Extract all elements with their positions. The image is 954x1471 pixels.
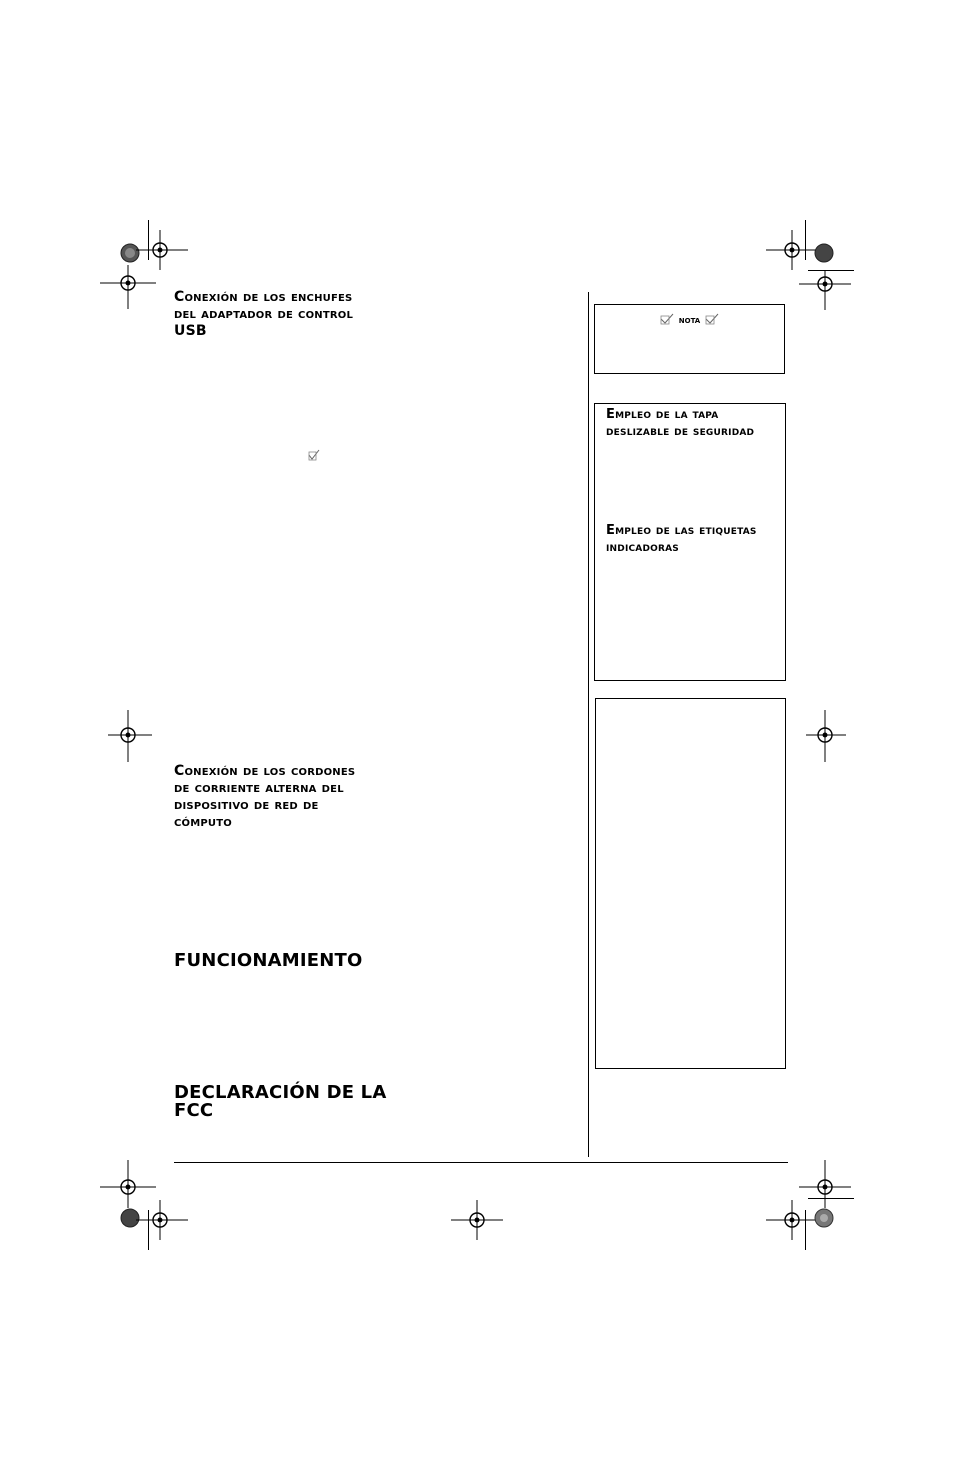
heading-line: USB: [174, 323, 207, 339]
info-box-security-labels: [594, 403, 786, 681]
heading-line: del adaptador de control: [174, 306, 354, 322]
heading-line: Empleo de las etiquetas: [606, 523, 757, 538]
crosshair-target-icon: [806, 710, 846, 762]
crop-line: [808, 1198, 854, 1199]
heading-fcc-declaration: [174, 1084, 394, 1120]
note-box: [594, 304, 785, 374]
crop-line: [805, 1210, 806, 1250]
crop-line: [805, 220, 806, 260]
registration-dot-icon: [814, 243, 834, 263]
heading-line: FCC: [174, 1100, 214, 1121]
crop-line: [148, 220, 149, 260]
empty-sidebar-box: [595, 698, 786, 1069]
crosshair-target-icon: [136, 230, 188, 270]
heading-line: DECLARACIÓN DE LA: [174, 1082, 387, 1103]
heading-operation: FUNCIONAMIENTO: [174, 950, 363, 971]
heading-line: Conexión de los enchufes: [174, 289, 353, 305]
registration-dot-icon: [814, 1208, 834, 1228]
heading-indicator-labels: [606, 522, 757, 556]
crosshair-target-icon: [136, 1200, 188, 1240]
heading-line: deslizable de seguridad: [606, 424, 755, 439]
note-header: [595, 308, 784, 327]
crosshair-target-icon: [766, 230, 818, 270]
heading-security-cover: [606, 406, 754, 440]
crosshair-target-icon: [766, 1200, 818, 1240]
crosshair-target-icon: [100, 265, 156, 309]
heading-line: cómputo: [174, 814, 232, 830]
checkmark-note-icon: [705, 313, 719, 325]
crosshair-target-icon: [799, 270, 851, 310]
crosshair-target-icon: [108, 710, 152, 762]
heading-line: indicadoras: [606, 540, 679, 555]
column-divider: [588, 292, 589, 1157]
footer-rule: [174, 1162, 788, 1163]
checkmark-note-icon: [308, 449, 320, 461]
heading-line: Conexión de los cordones: [174, 763, 356, 779]
heading-usb-connection: [174, 289, 374, 340]
heading-ac-cords: [174, 763, 374, 831]
heading-line: dispositivo de red de: [174, 797, 319, 813]
heading-line: de corriente alterna del: [174, 780, 344, 796]
checkmark-note-icon: [660, 313, 674, 325]
note-label: nota: [678, 315, 701, 326]
crosshair-target-icon: [451, 1200, 503, 1240]
heading-line: Empleo de la tapa: [606, 407, 719, 422]
